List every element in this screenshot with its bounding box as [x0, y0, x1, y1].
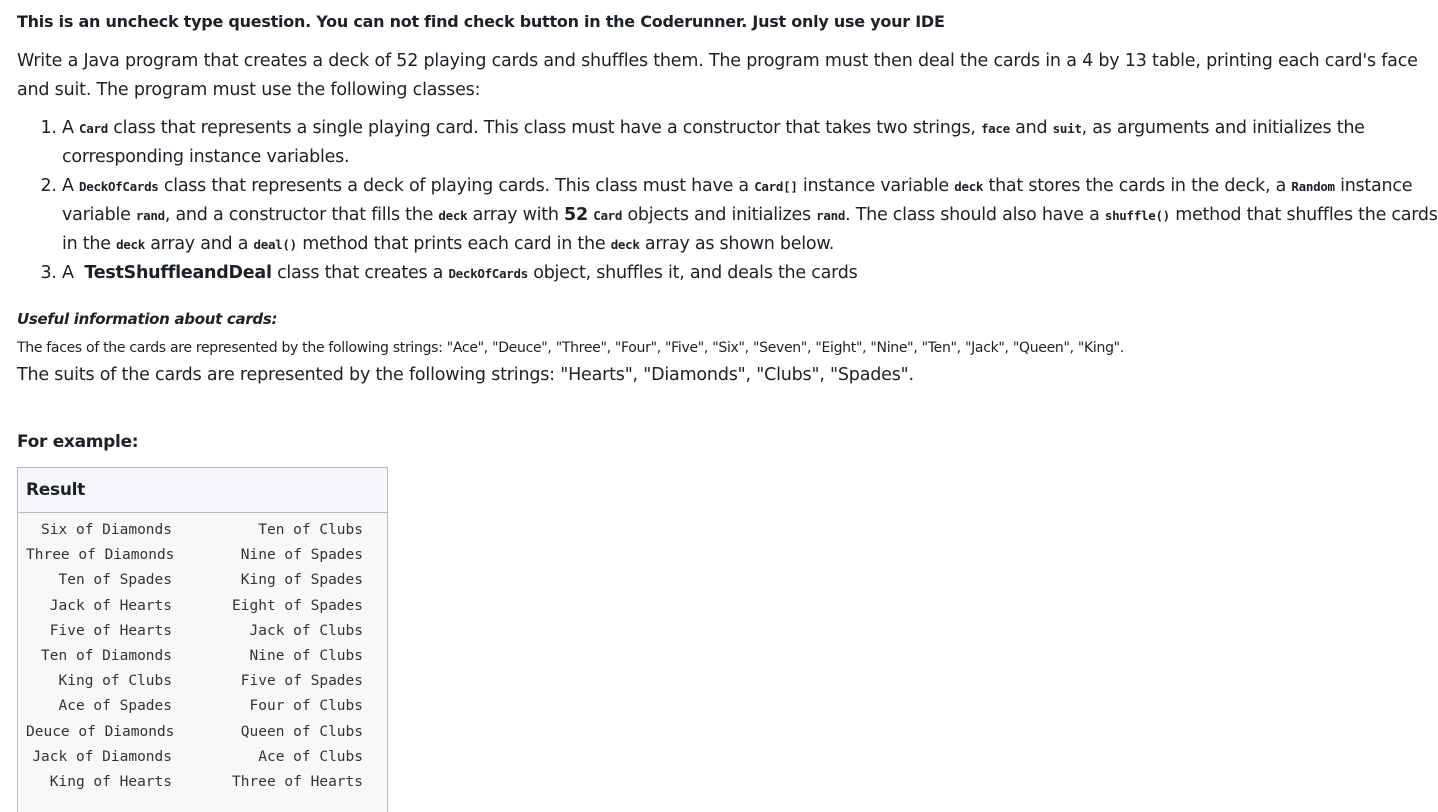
inline-code: deck [116, 237, 145, 252]
req-text: instance variable [62, 176, 1413, 225]
result-cell: Ten of Spades [58, 572, 172, 589]
inline-code: Card [593, 208, 623, 223]
requirement-card-class [62, 114, 1438, 172]
result-cell: Ten of Diamonds [41, 647, 172, 664]
result-cell: Nine of Spades [240, 547, 363, 564]
req-text: array with [467, 205, 565, 225]
req-text: class that represents a single playing card. This class must have a constructor that takes two strings, [107, 118, 981, 138]
req-text: array and a [144, 234, 254, 254]
result-cell: Five of Hearts [49, 622, 172, 639]
result-cell: Queen of Clubs [240, 723, 363, 740]
intro-paragraph: Write a Java program that creates a deck of 52 playing cards and shuffles them. The program must then deal the cards in a 4 by 13 table, printing each card's face and suit. The program must use the following classes: [17, 51, 1418, 100]
result-cell: Jack of Diamonds [32, 748, 172, 765]
inline-code: deal() [253, 237, 297, 252]
inline-code: deck [610, 237, 640, 252]
table-row [26, 745, 387, 770]
inline-code: shuffle() [1104, 208, 1170, 223]
inline-code: DeckOfCards [79, 179, 159, 194]
bold-text: 52 [564, 205, 588, 225]
table-row [26, 770, 387, 795]
req-text: object, shuffles it, and deals the cards [527, 263, 858, 283]
result-cell: Four of Clubs [249, 698, 363, 715]
result-cell: Eight of Spades [232, 597, 363, 614]
req-text: method that prints each card in the [296, 234, 611, 254]
example-result-table [17, 467, 388, 812]
table-row [26, 619, 387, 644]
result-cell: Six of Diamonds [41, 522, 172, 538]
req-text: instance variable [797, 176, 955, 196]
inline-code: Card[] [754, 179, 798, 194]
req-text: A [62, 118, 80, 138]
req-text: class that represents a deck of playing cards. This class must have a [158, 176, 755, 196]
result-cell: Three of Hearts [232, 773, 363, 790]
requirement-deck-class [62, 172, 1438, 259]
req-text: class that creates a [271, 263, 449, 283]
inline-code: rand [816, 208, 846, 223]
result-cell: King of Clubs [58, 673, 172, 690]
result-cell: King of Hearts [49, 773, 172, 790]
result-cell: Jack of Clubs [249, 622, 363, 639]
result-cell: Deuce of Diamonds [26, 723, 175, 740]
result-cell: Five of Spades [240, 673, 363, 690]
result-cell: Nine of Clubs [249, 647, 363, 664]
inline-code: DeckOfCards [448, 266, 528, 281]
result-cell: Three of Diamonds [26, 547, 175, 564]
table-row [26, 644, 387, 669]
req-text: and [1009, 118, 1053, 138]
faces-text: The faces of the cards are represented by the following strings: "Ace", "Deuce", "Three", "Four", "Five", "Six", "Seven", "Eight", "Nine", "Ten", "Jack", "Queen", "King". [17, 340, 1124, 356]
example-heading: For example: [17, 432, 139, 452]
result-column-header: Result [18, 468, 387, 513]
req-text: , as arguments and initializes the corresponding instance variables. [62, 118, 1365, 167]
req-text: objects and initializes [622, 205, 817, 225]
inline-code: suit [1052, 121, 1082, 136]
req-text: . The class should also have a [845, 205, 1105, 225]
result-output [18, 513, 387, 812]
req-text: that stores the cards in the deck, a [983, 176, 1292, 196]
inline-code: deck [438, 208, 468, 223]
table-row [26, 543, 387, 568]
result-cell: Jack of Hearts [49, 597, 172, 614]
req-text: array as shown below. [639, 234, 835, 254]
table-row [26, 594, 387, 619]
result-cell: Ace of Clubs [258, 748, 363, 765]
req-text: A [62, 263, 85, 283]
req-text: , and a constructor that fills the [164, 205, 439, 225]
inline-code: face [980, 121, 1010, 136]
inline-code: Random [1291, 179, 1335, 194]
req-text: method that shuffles the cards in the [62, 205, 1438, 254]
result-cell: Ten of Clubs [258, 522, 363, 538]
result-cell: King of Spades [240, 572, 363, 589]
uncheck-notice: This is an uncheck type question. You can not find check button in the Coderunner. Just only use your IDE [17, 12, 945, 31]
result-cell: Ace of Spades [58, 698, 172, 715]
table-row [26, 518, 387, 543]
table-row [26, 568, 387, 593]
table-row [26, 694, 387, 719]
req-text: A [62, 176, 80, 196]
table-row [26, 669, 387, 694]
table-row [26, 720, 387, 745]
bold-text: TestShuffleandDeal [84, 263, 272, 283]
useful-info-heading: Useful information about cards: [17, 310, 278, 328]
inline-code: rand [135, 208, 165, 223]
requirement-test-class [62, 259, 1438, 288]
suits-text: The suits of the cards are represented by the following strings: "Hearts", "Diamonds", "Clubs", "Spades". [17, 365, 914, 385]
inline-code: deck [954, 179, 984, 194]
requirements-list [17, 114, 1438, 288]
inline-code: Card [79, 121, 108, 136]
